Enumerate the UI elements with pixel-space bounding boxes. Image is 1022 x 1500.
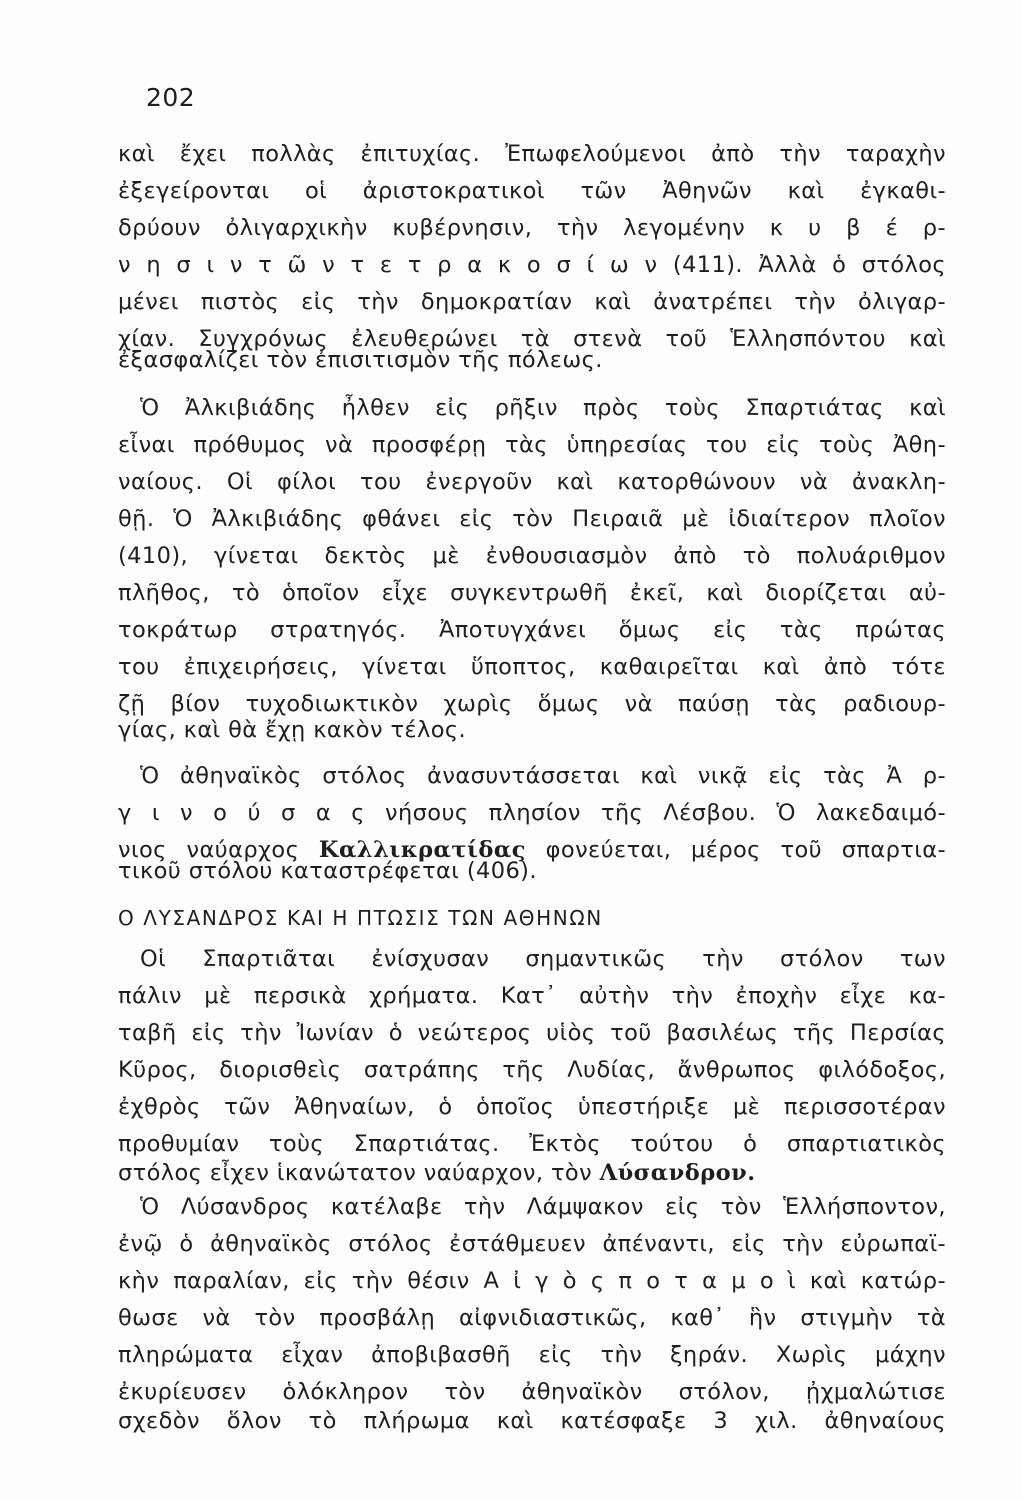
text-line: προθυμίαν τοὺς Σπαρτιάτας. Ἐκτὸς τούτου ὁ σπαρτιατικὸς	[118, 1131, 946, 1157]
text-line: χίαν. Συγχρόνως ἐλευθερώνει τὰ στενὰ τοῦ Ἑλλησπόντου καὶ	[118, 326, 946, 352]
text-line: (410), γίνεται δεκτὸς μὲ ἐνθουσιασμὸν ἀπὸ τὸ πολυάριθμον	[118, 543, 946, 569]
text-line: Ὁ Λύσανδρος κατέλαβε τὴν Λάμψακον εἰς τὸν Ἑλλήσποντον,	[140, 1194, 946, 1220]
text-line: εἶναι πρόθυμος νὰ προσφέρῃ τὰς ὑπηρεσίας του εἰς τοὺς Ἀθη-	[118, 432, 946, 458]
text-line: Ὁ Ἀλκιβιάδης ἦλθεν εἰς ρῆξιν πρὸς τοὺς Σπαρτιάτας καὶ	[140, 395, 946, 421]
text-line: δρύουν ὀλιγαρχικὴν κυβέρνησιν, τὴν λεγομένην κ υ β έ ρ-	[118, 215, 946, 241]
text-line: ν η σ ι ν τ ῶ ν τ ε τ ρ α κ ο σ ί ω ν (411). Ἀλλὰ ὁ στόλος	[118, 252, 946, 278]
text-segment: νιος ναύαρχος	[118, 837, 300, 863]
text-line: ἐχθρὸς τῶν Ἀθηναίων, ὁ ὁποῖος ὑπεστήριξε μὲ περισσοτέραν	[118, 1094, 946, 1120]
text-line: πληρώματα εἶχαν ἀποβιβασθῆ εἰς τὴν ξηράν. Χωρὶς μάχην	[118, 1342, 946, 1368]
text-line: θωσε νὰ τὸν προσβάλῃ αἰφνιδιαστικῶς, καθ᾽ ἣν στιγμὴν τὰ	[118, 1305, 946, 1331]
text-line: του ἐπιχειρήσεις, γίνεται ὕποπτος, καθαιρεῖται καὶ ἀπὸ τότε	[118, 654, 946, 680]
text-line: καὶ ἔχει πολλὰς ἐπιτυχίας. Ἐπωφελούμενοι ἀπὸ τὴν ταραχὴν	[118, 141, 946, 167]
text-line: ταβῆ εἰς τὴν Ἰωνίαν ὁ νεώτερος υἱὸς τοῦ βασιλέως τῆς Περσίας	[118, 1020, 946, 1046]
text-line: σχεδὸν ὅλον τὸ πλήρωμα καὶ κατέσφαξε 3 χιλ. ἀθηναίους	[118, 1408, 946, 1434]
text-line: ἐξασφαλίζει τὸν ἐπισιτισμὸν τῆς πόλεως.	[118, 347, 603, 373]
text-line: πλῆθος, τὸ ὁποῖον εἶχε συγκεντρωθῆ ἐκεῖ, καὶ διορίζεται αὐ-	[118, 580, 946, 606]
text-line: τοκράτωρ στρατηγός. Ἀποτυγχάνει ὅμως εἰς τὰς πρώτας	[118, 617, 946, 643]
text-line: τικοῦ στόλου καταστρέφεται (406).	[118, 858, 537, 884]
text-line: γίας, καὶ θὰ ἔχῃ κακὸν τέλος.	[118, 717, 467, 743]
text-line: ζῇ βίον τυχοδιωκτικὸν χωρὶς ὅμως νὰ παύσῃ τὰς ραδιουρ-	[118, 691, 946, 717]
text-line: γ ι ν ο ύ σ α ς νήσους πλησίον τῆς Λέσβου. Ὁ λακεδαιμό-	[118, 800, 946, 826]
text-line: Ὁ ἀθηναϊκὸς στόλος ἀνασυντάσσεται καὶ νικᾷ εἰς τὰς Ἀ ρ-	[140, 763, 946, 789]
text-line: θῇ. Ὁ Ἀλκιβιάδης φθάνει εἰς τὸν Πειραιᾶ μὲ ἰδιαίτερον πλοῖον	[118, 506, 946, 532]
bold-name: Καλλικρατίδας	[318, 837, 526, 863]
text-line: ναίους. Οἱ φίλοι του ἐνεργοῦν καὶ κατορθώνουν νὰ ἀνακλη-	[118, 469, 946, 495]
page-number: 202	[146, 83, 196, 112]
text-line: ἐνῷ ὁ ἀθηναϊκὸς στόλος ἐστάθμευεν ἀπέναντι, εἰς τὴν εὐρωπαϊ-	[118, 1231, 946, 1257]
text-line: ἐκυρίευσεν ὁλόκληρον τὸν ἀθηναϊκὸν στόλον, ᾐχμαλώτισε	[118, 1379, 946, 1405]
text-line: Κῦρος, διορισθεὶς σατράπης τῆς Λυδίας, ἄνθρωπος φιλόδοξος,	[118, 1057, 946, 1083]
text-line: κὴν παραλίαν, εἰς τὴν θέσιν Α ἰ γ ὸ ς π ο τ α μ ο ὶ καὶ κατώρ-	[118, 1268, 946, 1294]
text-line: μένει πιστὸς εἰς τὴν δημοκρατίαν καὶ ἀνατρέπει τὴν ὀλιγαρ-	[118, 289, 946, 315]
text-line: Οἱ Σπαρτιᾶται ἐνίσχυσαν σημαντικῶς τὴν στόλον των	[140, 946, 946, 972]
section-heading: Ο ΛΥΣΑΝΔΡΟΣ ΚΑΙ Η ΠΤΩΣΙΣ ΤΩΝ ΑΘΗΝΩΝ	[118, 906, 603, 930]
text-line: ἐξεγείρονται οἱ ἀριστοκρατικοὶ τῶν Ἀθηνῶν καὶ ἐγκαθι-	[118, 178, 946, 204]
text-segment: στόλος εἶχεν ἱκανώτατον ναύαρχον, τὸν	[118, 1160, 593, 1186]
bold-name: Λύσανδρον.	[599, 1160, 756, 1186]
text-line: πάλιν μὲ περσικὰ χρήματα. Κατ᾽ αὐτὴν τὴν ἐποχὴν εἶχε κα-	[118, 983, 946, 1009]
text-segment: φονεύεται, μέρος τοῦ σπαρτια-	[545, 837, 946, 863]
text-line	[118, 1159, 756, 1187]
